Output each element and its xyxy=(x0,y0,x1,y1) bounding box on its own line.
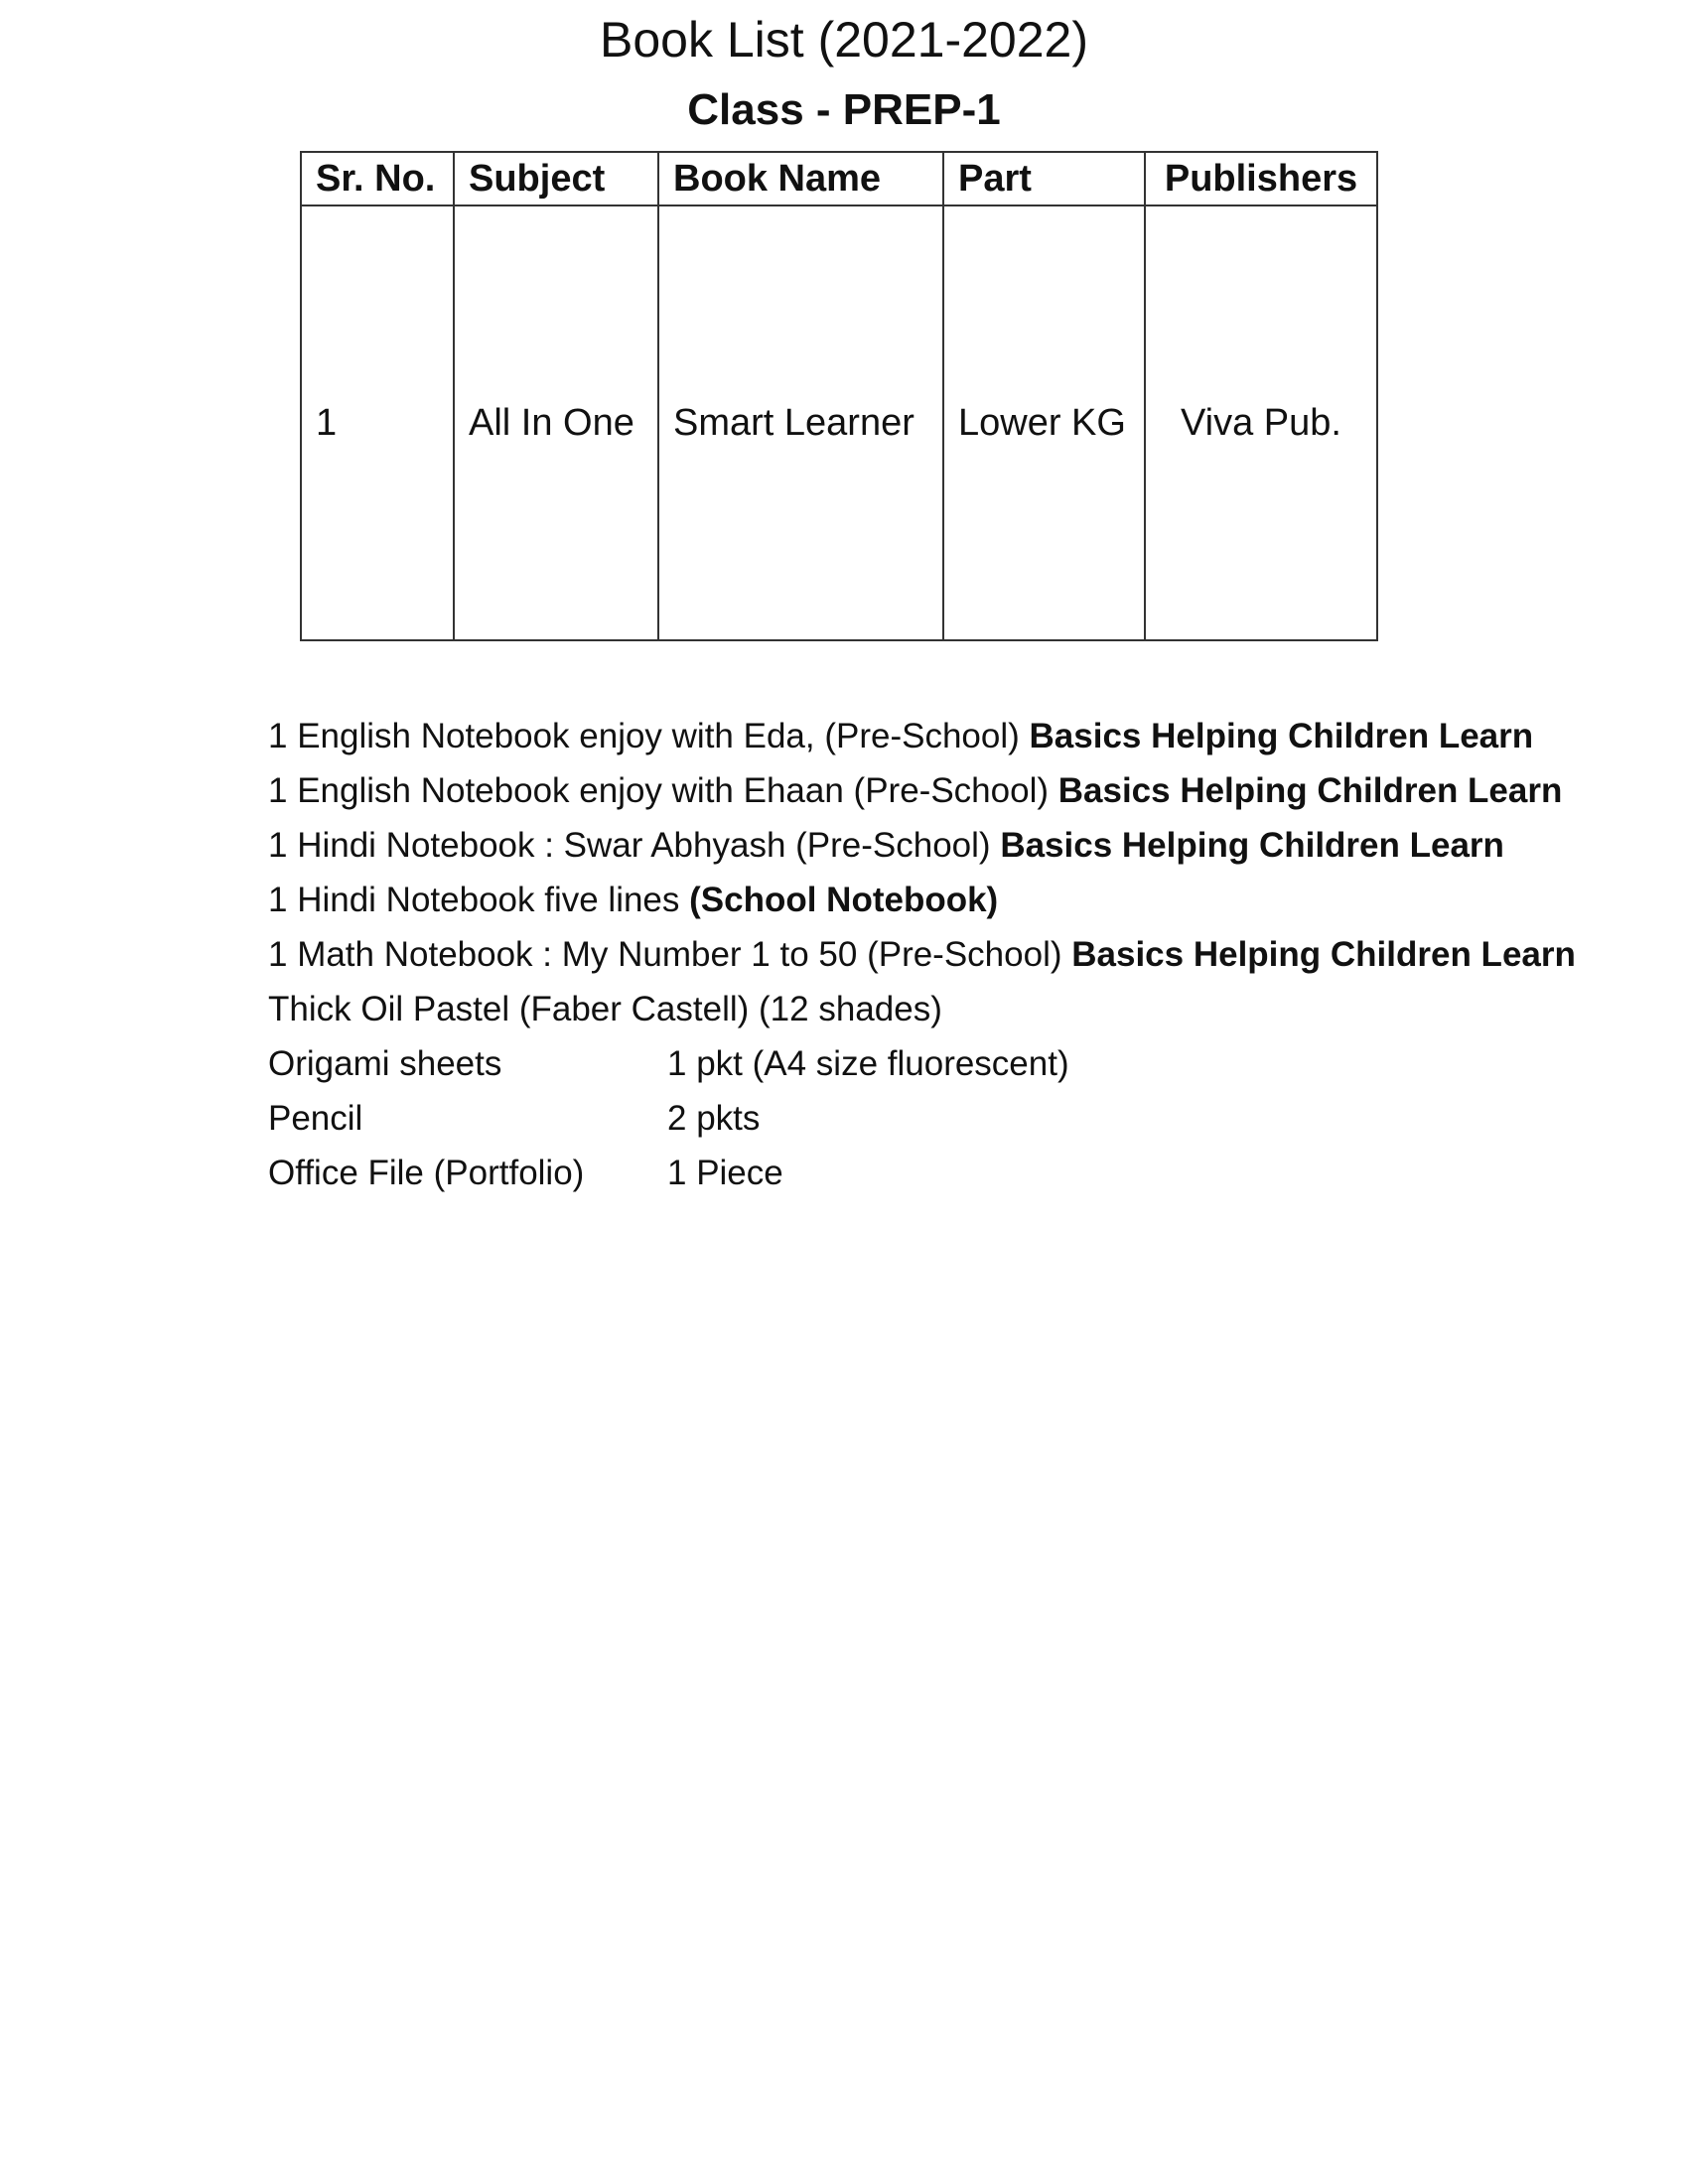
cell-publisher: Viva Pub. xyxy=(1145,205,1377,640)
cell-part: Lower KG xyxy=(943,205,1145,640)
page-title: Book List (2021-2022) xyxy=(600,12,1088,68)
list-item xyxy=(268,982,1658,1036)
item-publisher: (School Notebook) xyxy=(689,881,999,919)
supply-quantity: 2 pkts xyxy=(667,1099,761,1138)
supply-name: Office File (Portfolio) xyxy=(268,1154,585,1192)
supply-list xyxy=(268,709,1658,1200)
table-row xyxy=(301,205,1377,640)
cell-book-name: Smart Learner xyxy=(658,205,943,640)
cell-subject: All In One xyxy=(454,205,658,640)
item-text: Thick Oil Pastel (Faber Castell) (12 shades) xyxy=(268,990,942,1028)
supply-quantity: 1 pkt (A4 size fluorescent) xyxy=(667,1044,1069,1083)
list-item xyxy=(268,927,1658,982)
list-item xyxy=(268,873,1658,927)
supply-quantity: 1 Piece xyxy=(667,1154,783,1192)
item-text: 1 Hindi Notebook : Swar Abhyash (Pre-School) xyxy=(268,826,1001,865)
list-item xyxy=(268,818,1658,873)
column-header-book-name: Book Name xyxy=(658,152,943,205)
column-header-subject: Subject xyxy=(454,152,658,205)
supply-name: Origami sheets xyxy=(268,1044,502,1083)
cell-sr-no: 1 xyxy=(301,205,454,640)
list-item xyxy=(268,763,1658,818)
item-text: 1 English Notebook enjoy with Eda, (Pre-School) xyxy=(268,717,1030,755)
item-text: 1 English Notebook enjoy with Ehaan (Pre-School) xyxy=(268,771,1058,810)
column-header-sr-no: Sr. No. xyxy=(301,152,454,205)
item-publisher: Basics Helping Children Learn xyxy=(1057,771,1563,810)
column-header-publishers: Publishers xyxy=(1145,152,1377,205)
supply-row-pencil xyxy=(268,1091,1658,1146)
item-text: 1 Math Notebook : My Number 1 to 50 (Pre-School) xyxy=(268,935,1072,974)
table-header-row xyxy=(301,152,1377,205)
list-item xyxy=(268,709,1658,763)
item-publisher: Basics Helping Children Learn xyxy=(1071,935,1576,974)
item-text: 1 Hindi Notebook five lines xyxy=(268,881,690,919)
item-publisher: Basics Helping Children Learn xyxy=(1000,826,1504,865)
item-publisher: Basics Helping Children Learn xyxy=(1029,717,1534,755)
column-header-part: Part xyxy=(943,152,1145,205)
supply-row-origami xyxy=(268,1036,1658,1091)
supply-name: Pencil xyxy=(268,1099,363,1138)
book-table xyxy=(300,151,1378,641)
class-label: Class - PREP-1 xyxy=(687,85,1001,134)
supply-row-office-file xyxy=(268,1146,1658,1200)
